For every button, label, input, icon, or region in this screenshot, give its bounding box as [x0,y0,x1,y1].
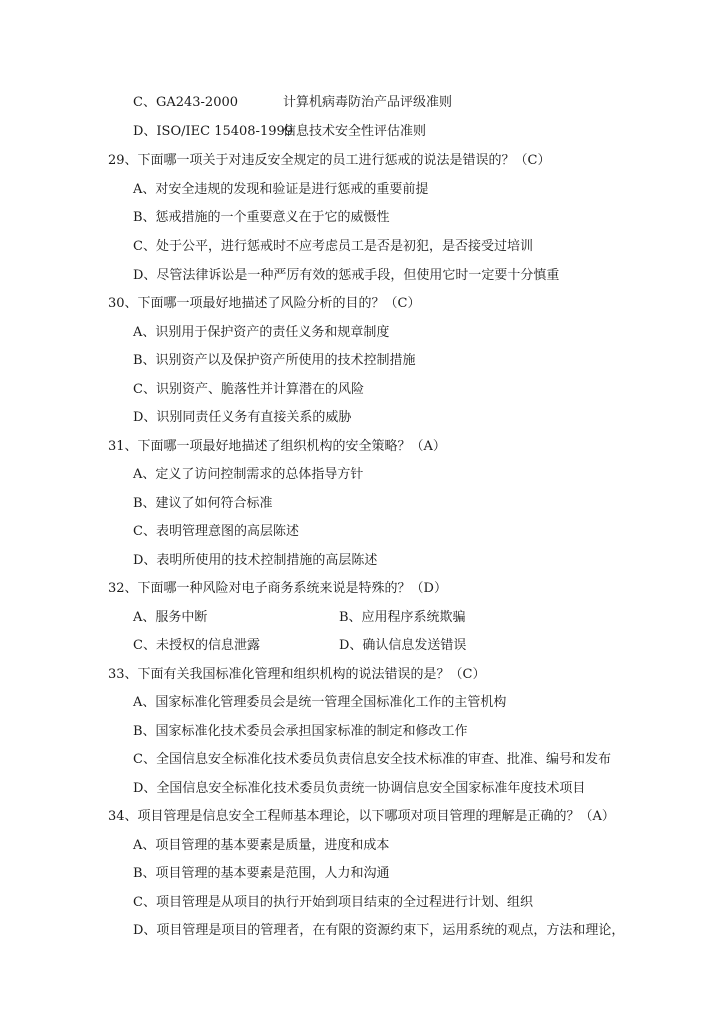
question-32: 32、下面哪一种风险对电子商务系统来说是特殊的？（D） [108,581,447,596]
q34-option-b: B、项目管理的基本要素是范围，人力和沟通 [133,866,390,881]
q31-option-c: C、表明管理意图的高层陈述 [133,524,299,539]
q33-option-d: D、全国信息安全标准化技术委员负责统一协调信息安全国家标准年度技术项目 [133,781,586,796]
q31-option-d: D、表明所使用的技术控制措施的高层陈述 [133,553,378,568]
q32-option-d: D、确认信息发送错误 [339,638,467,653]
q29-option-d: D、尽管法律诉讼是一种严厉有效的惩戒手段，但使用它时一定要十分慎重 [133,268,560,283]
q30-option-c: C、识别资产、脆落性并计算潜在的风险 [133,382,364,397]
q32-option-c: C、未授权的信息泄露 [133,638,260,653]
option-code: C、GA243-2000 [133,95,239,110]
q30-option-b: B、识别资产以及保护资产所使用的技术控制措施 [133,353,416,368]
option-d-iso-desc: 信息技术安全性评估准则 [283,124,427,139]
question-33: 33、下面有关我国标准化管理和组织机构的说法错误的是？（C） [108,667,486,682]
q30-option-a: A、识别用于保护资产的责任义务和规章制度 [133,325,390,340]
q34-option-d: D、项目管理是项目的管理者，在有限的资源约束下，运用系统的观点，方法和理论， [133,923,625,938]
q34-option-c: C、项目管理是从项目的执行开始到项目结束的全过程进行计划、组织 [133,895,533,910]
q34-option-a: A、项目管理的基本要素是质量，进度和成本 [133,838,390,853]
q31-option-b: B、建议了如何符合标准 [133,496,273,511]
question-29: 29、下面哪一项关于对违反安全规定的员工进行惩戒的说法是错误的？（C） [108,153,551,168]
q33-option-b: B、国家标准化技术委员会承担国家标准的制定和修改工作 [133,724,468,739]
option-d-iso: D、ISO/IEC 15408-1999 [133,124,294,139]
option-c-ga243 [133,95,238,111]
q32-option-a: A、服务中断 [133,610,208,625]
q30-option-d: D、识别同责任义务有直接关系的威胁 [133,410,352,425]
q32-option-b: B、应用程序系统欺骗 [339,610,466,625]
question-30: 30、下面哪一项最好地描述了风险分析的目的？（C） [108,296,421,311]
question-34: 34、项目管理是信息安全工程师基本理论，以下哪项对项目管理的理解是正确的？（A） [108,809,615,824]
q31-option-a: A、定义了访问控制需求的总体指导方针 [133,467,364,482]
q33-option-a: A、国家标准化管理委员会是统一管理全国标准化工作的主管机构 [133,695,507,710]
q29-option-b: B、惩戒措施的一个重要意义在于它的威慑性 [133,210,390,225]
q29-option-c: C、处于公平，进行惩戒时不应考虑员工是否是初犯，是否接受过培训 [133,239,533,254]
q29-option-a: A、对安全违规的发现和验证是进行惩戒的重要前提 [133,182,429,197]
q33-option-c: C、全国信息安全标准化技术委员负责信息安全技术标准的审查、批准、编号和发布 [133,752,611,767]
question-31: 31、下面哪一项最好地描述了组织机构的安全策略？（A） [108,439,446,454]
option-c-ga243-desc: 计算机病毒防治产品评级准则 [283,95,453,110]
